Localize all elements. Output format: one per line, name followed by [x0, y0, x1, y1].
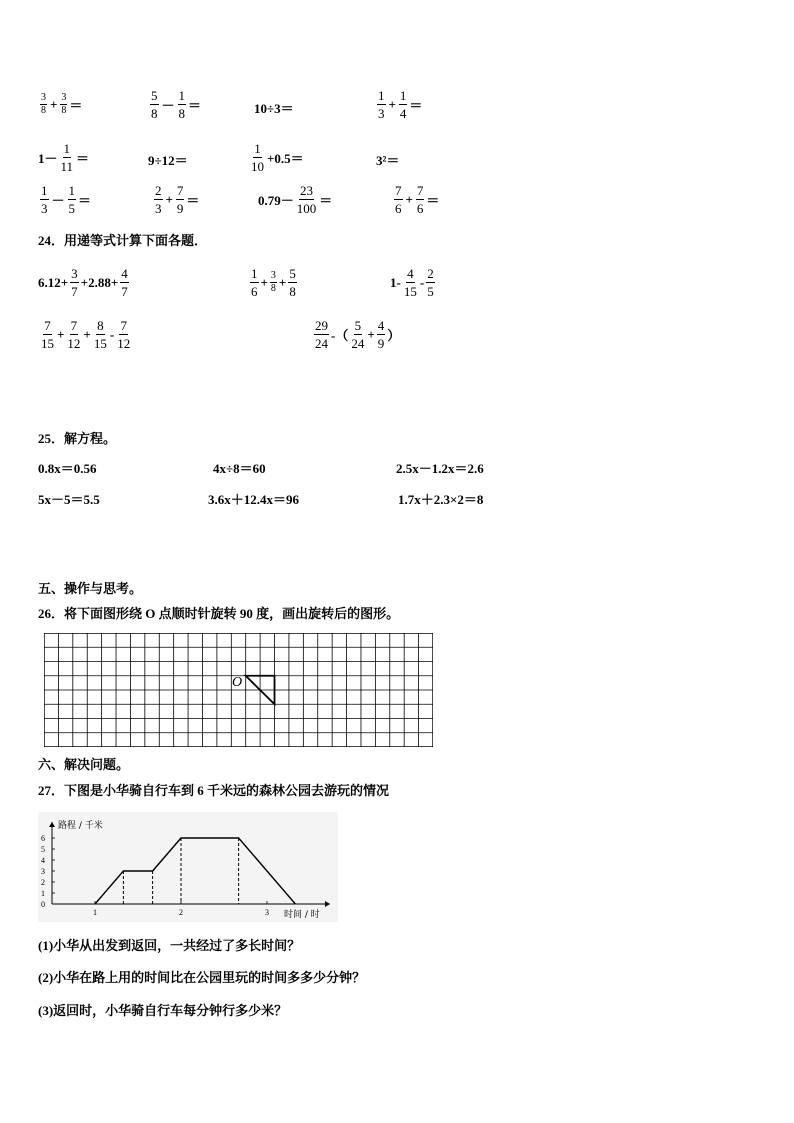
fraction: $\frac{1}{5}$ — [68, 183, 76, 216]
x-tick-label: 2 — [179, 908, 183, 917]
calc-3-2: $\frac{2}{3}$ + $\frac{7}{9}$ ＝ — [155, 183, 200, 216]
section-5-title: 五、操作与思考。 — [38, 581, 143, 596]
q27-title: 27．下图是小华骑自行车到 6 千米远的森林公园去游玩的情况 — [38, 783, 390, 798]
calc-3-1: $\frac{1}{3}$ － $\frac{1}{5}$ ＝ — [41, 183, 92, 216]
q25-title: 25．解方程。 — [38, 431, 117, 446]
fraction: $\frac{5}{8}$ — [151, 88, 158, 121]
calc-3-3: 0.79－ $\frac{23}{100}$ ＝ — [258, 183, 333, 216]
x-tick-label: 3 — [265, 908, 269, 917]
distance-time-chart — [38, 812, 338, 922]
equation-3: 2.5x－1.2x＝2.6 — [396, 461, 484, 476]
calc-2-1: 1－ $\frac{1}{11}$ ＝ — [38, 141, 90, 174]
fraction: $\frac{4}{7}$ — [121, 266, 128, 299]
q24-expr-5: $\frac{29}{24}$ -（ $\frac{5}{24}$ + $\frac{4}{9}$ ） — [315, 318, 401, 351]
calc-2-4: 3²＝ — [376, 153, 400, 168]
q24-expr-1: 6.12+ $\frac{3}{7}$ +2.88+ $\frac{4}{7}$ — [38, 266, 128, 299]
fraction: $\frac{7}{9}$ — [176, 183, 184, 216]
equation-1: 0.8x＝0.56 — [38, 461, 97, 476]
fraction: $\frac{7}{12}$ — [117, 318, 131, 351]
y-tick-label: 4 — [41, 856, 45, 865]
q26-title: 26．将下面图形绕 O 点顺时针旋转 90 度，画出旋转后的图形。 — [38, 606, 400, 621]
fraction: $\frac{3}{7}$ — [71, 266, 78, 299]
fraction: $\frac{1}{11}$ — [60, 141, 74, 174]
q24-expr-4: $\frac{7}{15}$ + $\frac{7}{12}$ + $\frac{8}{15}$ - $\frac{7}{12}$ — [41, 318, 131, 351]
fraction: $\frac{2}{5}$ — [427, 266, 434, 299]
q27-question-1: (1)小华从出发到返回，一共经过了多长时间？ — [38, 938, 301, 953]
chart-svg — [38, 812, 338, 922]
fraction: $\frac{2}{3}$ — [155, 183, 162, 216]
fraction: $\frac{7}{6}$ — [395, 183, 402, 216]
fraction: $\frac{5}{8}$ — [289, 266, 296, 299]
y-tick-label: 2 — [41, 878, 45, 887]
fraction: $\frac{3}{8}$ — [61, 92, 67, 116]
fraction: $\frac{7}{12}$ — [67, 318, 81, 351]
q24-title: 24．用递等式计算下面各题． — [38, 233, 208, 248]
fraction: $\frac{7}{15}$ — [41, 318, 54, 351]
y-tick-label: 6 — [41, 834, 45, 843]
q27-question-3: (3)返回时，小华骑自行车每分钟行多少米？ — [38, 1003, 288, 1018]
calc-2-2: 9÷12＝ — [148, 153, 188, 168]
fraction: $\frac{1}{6}$ — [251, 266, 258, 299]
section-6-title: 六、解决问题。 — [38, 757, 130, 772]
y-tick-label: 3 — [41, 867, 45, 876]
x-axis-label: 时间 / 时 — [284, 910, 320, 920]
fraction: $\frac{1}{10}$ — [251, 141, 264, 174]
equation-6: 1.7x＋2.3×2＝8 — [398, 492, 484, 507]
fraction: $\frac{1}{3}$ — [378, 88, 385, 121]
y-tick-label: 0 — [41, 900, 45, 909]
fraction: $\frac{1}{8}$ — [178, 88, 186, 121]
q27-question-2: (2)小华在路上用的时间比在公园里玩的时间多多少分钟？ — [38, 970, 366, 985]
fraction: $\frac{29}{24}$ — [315, 318, 328, 351]
fraction: $\frac{23}{100}$ — [296, 183, 317, 216]
q24-expr-3: 1- $\frac{4}{15}$ - $\frac{2}{5}$ — [390, 266, 434, 299]
fraction: $\frac{5}{24}$ — [351, 318, 365, 351]
point-o-label: O — [232, 675, 243, 690]
calc-1-4: $\frac{1}{3}$ + $\frac{1}{4}$ ＝ — [378, 88, 423, 121]
q24-expr-2: $\frac{1}{6}$ + $\frac{3}{8}$ + $\frac{5}{8}$ — [251, 266, 296, 299]
x-tick-label: 1 — [93, 908, 97, 917]
calc-1-3: 10÷3＝ — [254, 101, 294, 116]
y-tick-label: 5 — [41, 845, 45, 854]
fraction: $\frac{7}{6}$ — [416, 183, 424, 216]
fraction: $\frac{3}{8}$ — [41, 92, 46, 116]
y-tick-label: 1 — [41, 889, 45, 898]
equation-4: 5x－5＝5.5 — [38, 492, 100, 507]
fraction: $\frac{8}{15}$ — [93, 318, 107, 351]
fraction: $\frac{1}{4}$ — [399, 88, 407, 121]
calc-1-2: $\frac{5}{8}$ － $\frac{1}{8}$ ＝ — [151, 88, 202, 121]
calc-1-1: $\frac{3}{8}$ + $\frac{3}{8}$ ＝ — [41, 92, 83, 116]
equation-2: 4x÷8＝60 — [213, 461, 266, 476]
y-axis-label: 路程 / 千米 — [58, 821, 103, 831]
fraction: $\frac{4}{15}$ — [403, 266, 417, 299]
calc-3-4: $\frac{7}{6}$ + $\frac{7}{6}$ ＝ — [395, 183, 440, 216]
fraction: $\frac{4}{9}$ — [377, 318, 385, 351]
fraction: $\frac{1}{3}$ — [41, 183, 48, 216]
calc-2-3: $\frac{1}{10}$ +0.5＝ — [251, 141, 304, 174]
equation-5: 3.6x＋12.4x＝96 — [208, 492, 300, 507]
fraction: $\frac{3}{8}$ — [270, 270, 276, 294]
